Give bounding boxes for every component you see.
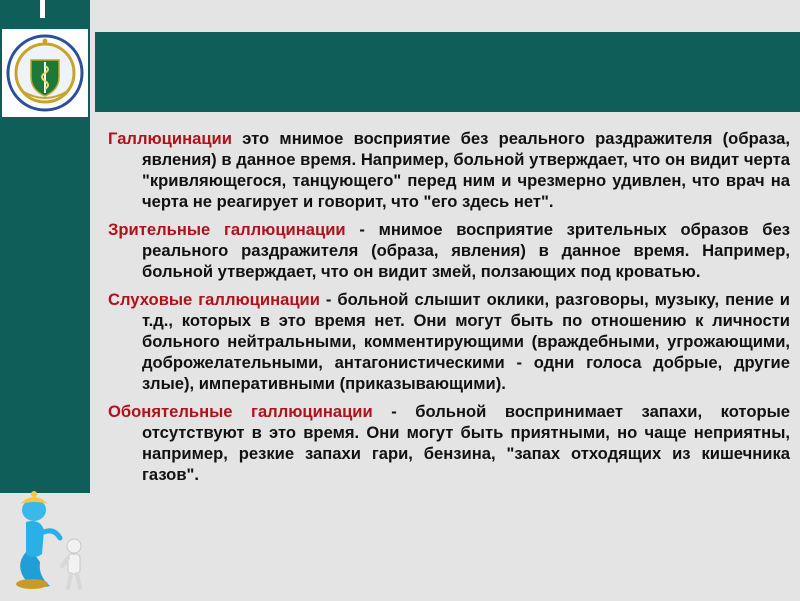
logo bbox=[2, 29, 88, 117]
definition-hallucinations bbox=[108, 128, 790, 212]
term-auditory-hallucinations: Слуховые галлюцинации bbox=[108, 290, 320, 309]
text-olfactory-hallucinations: - больной воспринимает запахи, которые отсутствуют в это время. Они могут быть приятными, но чаще неприятны, например, резкие запахи гари, бензина, "запах отходящих из кишечника газов". bbox=[142, 402, 790, 484]
medical-emblem-icon bbox=[5, 33, 85, 113]
definition-olfactory-hallucinations bbox=[108, 401, 790, 485]
text-hallucinations: это мнимое восприятие без реального раздражителя (образа, явления) в данное время. Например, больной утверждает, что он видит черта "кривляющегося, танцующего" перед ним и чрезмерно удивлен, что врач на черта не реагирует и говорит, что "его здесь нет". bbox=[142, 129, 790, 211]
left-accent-stripe bbox=[40, 0, 45, 18]
term-visual-hallucinations: Зрительные галлюцинации bbox=[108, 220, 346, 239]
term-olfactory-hallucinations: Обонятельные галлюцинации bbox=[108, 402, 373, 421]
definition-visual-hallucinations bbox=[108, 219, 790, 282]
slide-content bbox=[108, 128, 790, 492]
illustration bbox=[8, 488, 88, 596]
header-band bbox=[95, 32, 800, 112]
definition-auditory-hallucinations bbox=[108, 289, 790, 394]
text-visual-hallucinations: - мнимое восприятие зрительных образов без реального раздражителя (образа, явления) в данное время. Например, больной утверждает, что он видит змей, ползающих под кроватью. bbox=[142, 220, 791, 281]
genie-lamp-figure-icon bbox=[8, 488, 88, 596]
text-auditory-hallucinations: - больной слышит оклики, разговоры, музыку, пение и т.д., которых в это время нет. Они могут быть по отношению к личности больного нейтральными, комментирующими (враждебными, угрожающими, доброжелательными, антагонистическими - одни голоса добрые, другие злые), императивными (приказывающими). bbox=[142, 290, 790, 393]
term-hallucinations: Галлюцинации bbox=[108, 129, 232, 148]
